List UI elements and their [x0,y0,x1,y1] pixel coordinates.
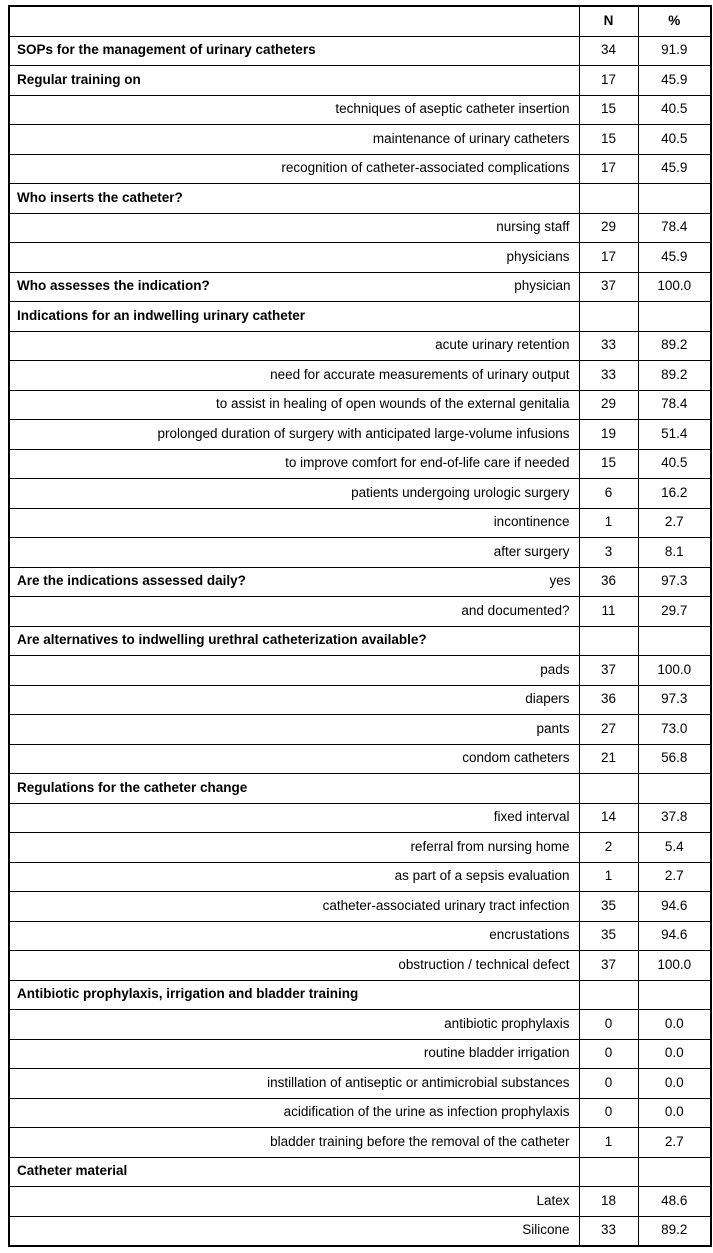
n-value-cell [579,626,638,656]
row-sublabel: physician [514,278,571,294]
pct-value-cell: 5.4 [638,833,711,863]
row-label: Who assesses the indication? [17,278,210,294]
item-label-cell: condom catheters [9,744,579,774]
pct-value-cell: 0.0 [638,1039,711,1069]
n-value-cell: 17 [579,243,638,273]
pct-value-cell [638,626,711,656]
n-value-cell: 36 [579,567,638,597]
table-row [9,951,711,981]
section-label-cell: Antibiotic prophylaxis, irrigation and bladder training [9,980,579,1010]
table-row [9,213,711,243]
n-value-cell: 37 [579,272,638,302]
n-value-cell: 15 [579,95,638,125]
table-row [9,272,711,302]
table-row [9,154,711,184]
n-value-cell: 36 [579,685,638,715]
item-label-cell: diapers [9,685,579,715]
item-label-cell: techniques of aseptic catheter insertion [9,95,579,125]
n-value-cell: 18 [579,1187,638,1217]
item-label-cell: pants [9,715,579,745]
table-row [9,36,711,66]
pct-value-cell: 89.2 [638,1216,711,1246]
table-row [9,803,711,833]
n-value-cell: 29 [579,390,638,420]
item-label-cell: after surgery [9,538,579,568]
table-row [9,833,711,863]
n-value-cell: 33 [579,1216,638,1246]
n-value-cell [579,184,638,214]
n-value-cell: 21 [579,744,638,774]
table-row [9,862,711,892]
section-label-cell: Regulations for the catheter change [9,774,579,804]
table-row [9,125,711,155]
pct-value-cell: 48.6 [638,1187,711,1217]
table-row [9,302,711,332]
n-value-cell: 1 [579,862,638,892]
table-row [9,1039,711,1069]
n-value-cell: 1 [579,1128,638,1158]
pct-value-cell: 37.8 [638,803,711,833]
pct-value-cell: 45.9 [638,154,711,184]
header-n-cell: N [579,6,638,36]
pct-value-cell: 40.5 [638,449,711,479]
item-label-cell: to improve comfort for end-of-life care if needed [9,449,579,479]
item-label-cell: recognition of catheter-associated complications [9,154,579,184]
n-value-cell: 27 [579,715,638,745]
table-row [9,184,711,214]
n-value-cell: 17 [579,66,638,96]
pct-value-cell [638,774,711,804]
table-row [9,715,711,745]
n-value-cell: 33 [579,361,638,391]
table-row [9,1128,711,1158]
row-label: Are the indications assessed daily? [17,573,246,589]
pct-value-cell: 73.0 [638,715,711,745]
table-row [9,361,711,391]
pct-value-cell: 97.3 [638,685,711,715]
section-label-cell: Indications for an indwelling urinary catheter [9,302,579,332]
n-value-cell: 29 [579,213,638,243]
n-value-cell [579,1157,638,1187]
item-label-cell: catheter-associated urinary tract infection [9,892,579,922]
split-label [17,279,571,294]
pct-value-cell: 100.0 [638,272,711,302]
table-row [9,95,711,125]
pct-value-cell [638,1157,711,1187]
n-value-cell: 6 [579,479,638,509]
n-value-cell: 37 [579,656,638,686]
pct-value-cell: 89.2 [638,361,711,391]
item-label-cell: and documented? [9,597,579,627]
table-row [9,921,711,951]
n-value-cell: 1 [579,508,638,538]
item-label-cell: obstruction / technical defect [9,951,579,981]
item-label-cell: Silicone [9,1216,579,1246]
pct-value-cell: 78.4 [638,213,711,243]
table-row [9,1216,711,1246]
section-label-cell: SOPs for the management of urinary catheters [9,36,579,66]
item-label-cell: to assist in healing of open wounds of the external genitalia [9,390,579,420]
split-label [17,574,571,589]
n-value-cell: 0 [579,1098,638,1128]
header-label-cell [9,6,579,36]
n-value-cell: 35 [579,892,638,922]
table-row [9,980,711,1010]
pct-value-cell: 8.1 [638,538,711,568]
n-value-cell: 33 [579,331,638,361]
n-value-cell: 2 [579,833,638,863]
pct-value-cell: 78.4 [638,390,711,420]
table-row [9,420,711,450]
item-label-cell: Latex [9,1187,579,1217]
n-value-cell: 15 [579,125,638,155]
item-label-cell: nursing staff [9,213,579,243]
item-label-cell: pads [9,656,579,686]
table-row [9,66,711,96]
item-label-cell: need for accurate measurements of urinary output [9,361,579,391]
table-row [9,449,711,479]
table-row [9,685,711,715]
section-label-cell [9,567,579,597]
n-value-cell: 0 [579,1069,638,1099]
table-row [9,774,711,804]
n-value-cell: 0 [579,1039,638,1069]
table-row [9,1010,711,1040]
table-row [9,508,711,538]
pct-value-cell: 100.0 [638,656,711,686]
n-value-cell: 37 [579,951,638,981]
pct-value-cell [638,184,711,214]
item-label-cell: antibiotic prophylaxis [9,1010,579,1040]
table-row [9,479,711,509]
table-row [9,597,711,627]
header-row [9,6,711,36]
item-label-cell: incontinence [9,508,579,538]
section-label-cell: Who inserts the catheter? [9,184,579,214]
n-value-cell: 17 [579,154,638,184]
item-label-cell: referral from nursing home [9,833,579,863]
table-row [9,656,711,686]
table-row [9,744,711,774]
n-value-cell: 34 [579,36,638,66]
pct-value-cell: 45.9 [638,243,711,273]
pct-value-cell: 89.2 [638,331,711,361]
header-pct-cell: % [638,6,711,36]
table-row [9,892,711,922]
row-sublabel: yes [549,573,571,589]
table-row [9,1187,711,1217]
item-label-cell: routine bladder irrigation [9,1039,579,1069]
n-value-cell: 19 [579,420,638,450]
n-value-cell [579,774,638,804]
pct-value-cell: 16.2 [638,479,711,509]
pct-value-cell: 40.5 [638,95,711,125]
table-row [9,331,711,361]
item-label-cell: acidification of the urine as infection prophylaxis [9,1098,579,1128]
pct-value-cell: 2.7 [638,862,711,892]
item-label-cell: physicians [9,243,579,273]
pct-value-cell [638,980,711,1010]
pct-value-cell: 2.7 [638,1128,711,1158]
n-value-cell: 11 [579,597,638,627]
item-label-cell: instillation of antiseptic or antimicrobial substances [9,1069,579,1099]
pct-value-cell: 45.9 [638,66,711,96]
item-label-cell: prolonged duration of surgery with anticipated large-volume infusions [9,420,579,450]
n-value-cell [579,302,638,332]
pct-value-cell: 29.7 [638,597,711,627]
pct-value-cell: 51.4 [638,420,711,450]
pct-value-cell: 94.6 [638,892,711,922]
pct-value-cell: 56.8 [638,744,711,774]
item-label-cell: fixed interval [9,803,579,833]
table-row [9,1069,711,1099]
n-value-cell: 35 [579,921,638,951]
table-body [9,36,711,1246]
pct-value-cell: 91.9 [638,36,711,66]
item-label-cell: bladder training before the removal of the catheter [9,1128,579,1158]
item-label-cell: maintenance of urinary catheters [9,125,579,155]
item-label-cell: as part of a sepsis evaluation [9,862,579,892]
pct-value-cell: 0.0 [638,1098,711,1128]
pct-value-cell: 94.6 [638,921,711,951]
pct-value-cell: 0.0 [638,1010,711,1040]
section-label-cell [9,272,579,302]
item-label-cell: acute urinary retention [9,331,579,361]
section-label-cell: Are alternatives to indwelling urethral catheterization available? [9,626,579,656]
pct-value-cell: 40.5 [638,125,711,155]
pct-value-cell: 97.3 [638,567,711,597]
pct-value-cell: 100.0 [638,951,711,981]
table-row [9,1098,711,1128]
n-value-cell: 0 [579,1010,638,1040]
survey-results-table [8,5,712,1247]
pct-value-cell [638,302,711,332]
pct-value-cell: 0.0 [638,1069,711,1099]
section-label-cell: Regular training on [9,66,579,96]
pct-value-cell: 2.7 [638,508,711,538]
n-value-cell: 14 [579,803,638,833]
table-row [9,1157,711,1187]
table-row [9,538,711,568]
table-row [9,626,711,656]
table-row [9,390,711,420]
n-value-cell [579,980,638,1010]
table-row [9,243,711,273]
item-label-cell: patients undergoing urologic surgery [9,479,579,509]
n-value-cell: 3 [579,538,638,568]
item-label-cell: encrustations [9,921,579,951]
table-row [9,567,711,597]
section-label-cell: Catheter material [9,1157,579,1187]
n-value-cell: 15 [579,449,638,479]
